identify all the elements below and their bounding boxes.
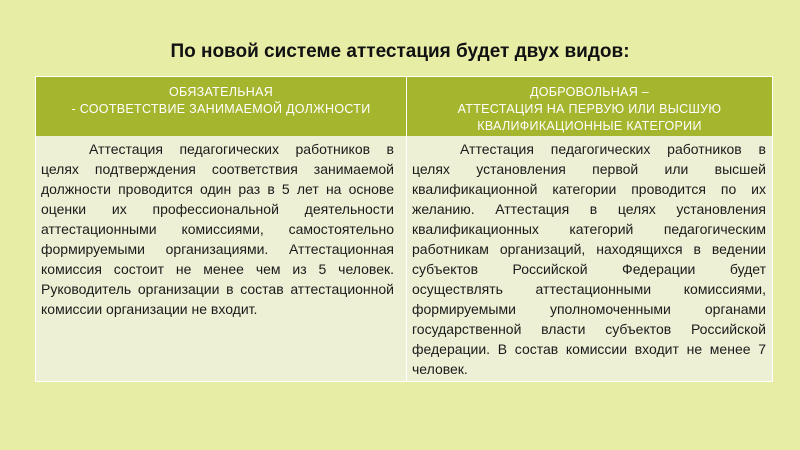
page-title: По новой системе аттестация будет двух видов: bbox=[170, 41, 630, 62]
header-voluntary-line-1: ДОБРОВОЛЬНАЯ – bbox=[529, 85, 650, 99]
voluntary-description: Аттестация педагогических работников в целях установления первой или высшей квалификационной категории проводится по их желанию. Аттестация в целях установления квалификационных категорий педагогическим работникам организаций, находящихся в ведении субъектов Российской Федерации будет осуществлять аттестационными комиссиями, формируемыми уполномоченными органами государственной власти субъектов Российской федерации. В состав комиссии входит не менее 7 человек. bbox=[412, 141, 766, 377]
header-voluntary-line-3: КВАЛИФИКАЦИОННЫЕ КАТЕГОРИИ bbox=[477, 119, 702, 133]
cell-voluntary bbox=[407, 136, 772, 381]
header-mandatory-line-2: - СООТВЕТСТВИЕ ЗАНИМАЕМОЙ ДОЛЖНОСТИ bbox=[71, 102, 371, 116]
mandatory-description: Аттестация педагогических работников в целях подтверждения соответствия занимаемой должности проводится один раз в 5 лет на основе оценки их профессиональной деятельности аттестационными комиссиями, самостоятельно формируемыми организациями. Аттестационная комиссия состоит не менее чем из 5 человек. Руководитель организации в состав аттестационной комиссии организации не входит. bbox=[41, 141, 394, 317]
header-mandatory bbox=[36, 77, 406, 136]
header-mandatory-line-1: ОБЯЗАТЕЛЬНАЯ bbox=[168, 85, 274, 99]
cell-mandatory bbox=[36, 136, 406, 381]
header-voluntary bbox=[407, 77, 772, 136]
header-voluntary-line-2: АТТЕСТАЦИЯ НА ПЕРВУЮ ИЛИ ВЫСШУЮ bbox=[457, 102, 722, 116]
comparison-table bbox=[35, 76, 773, 382]
